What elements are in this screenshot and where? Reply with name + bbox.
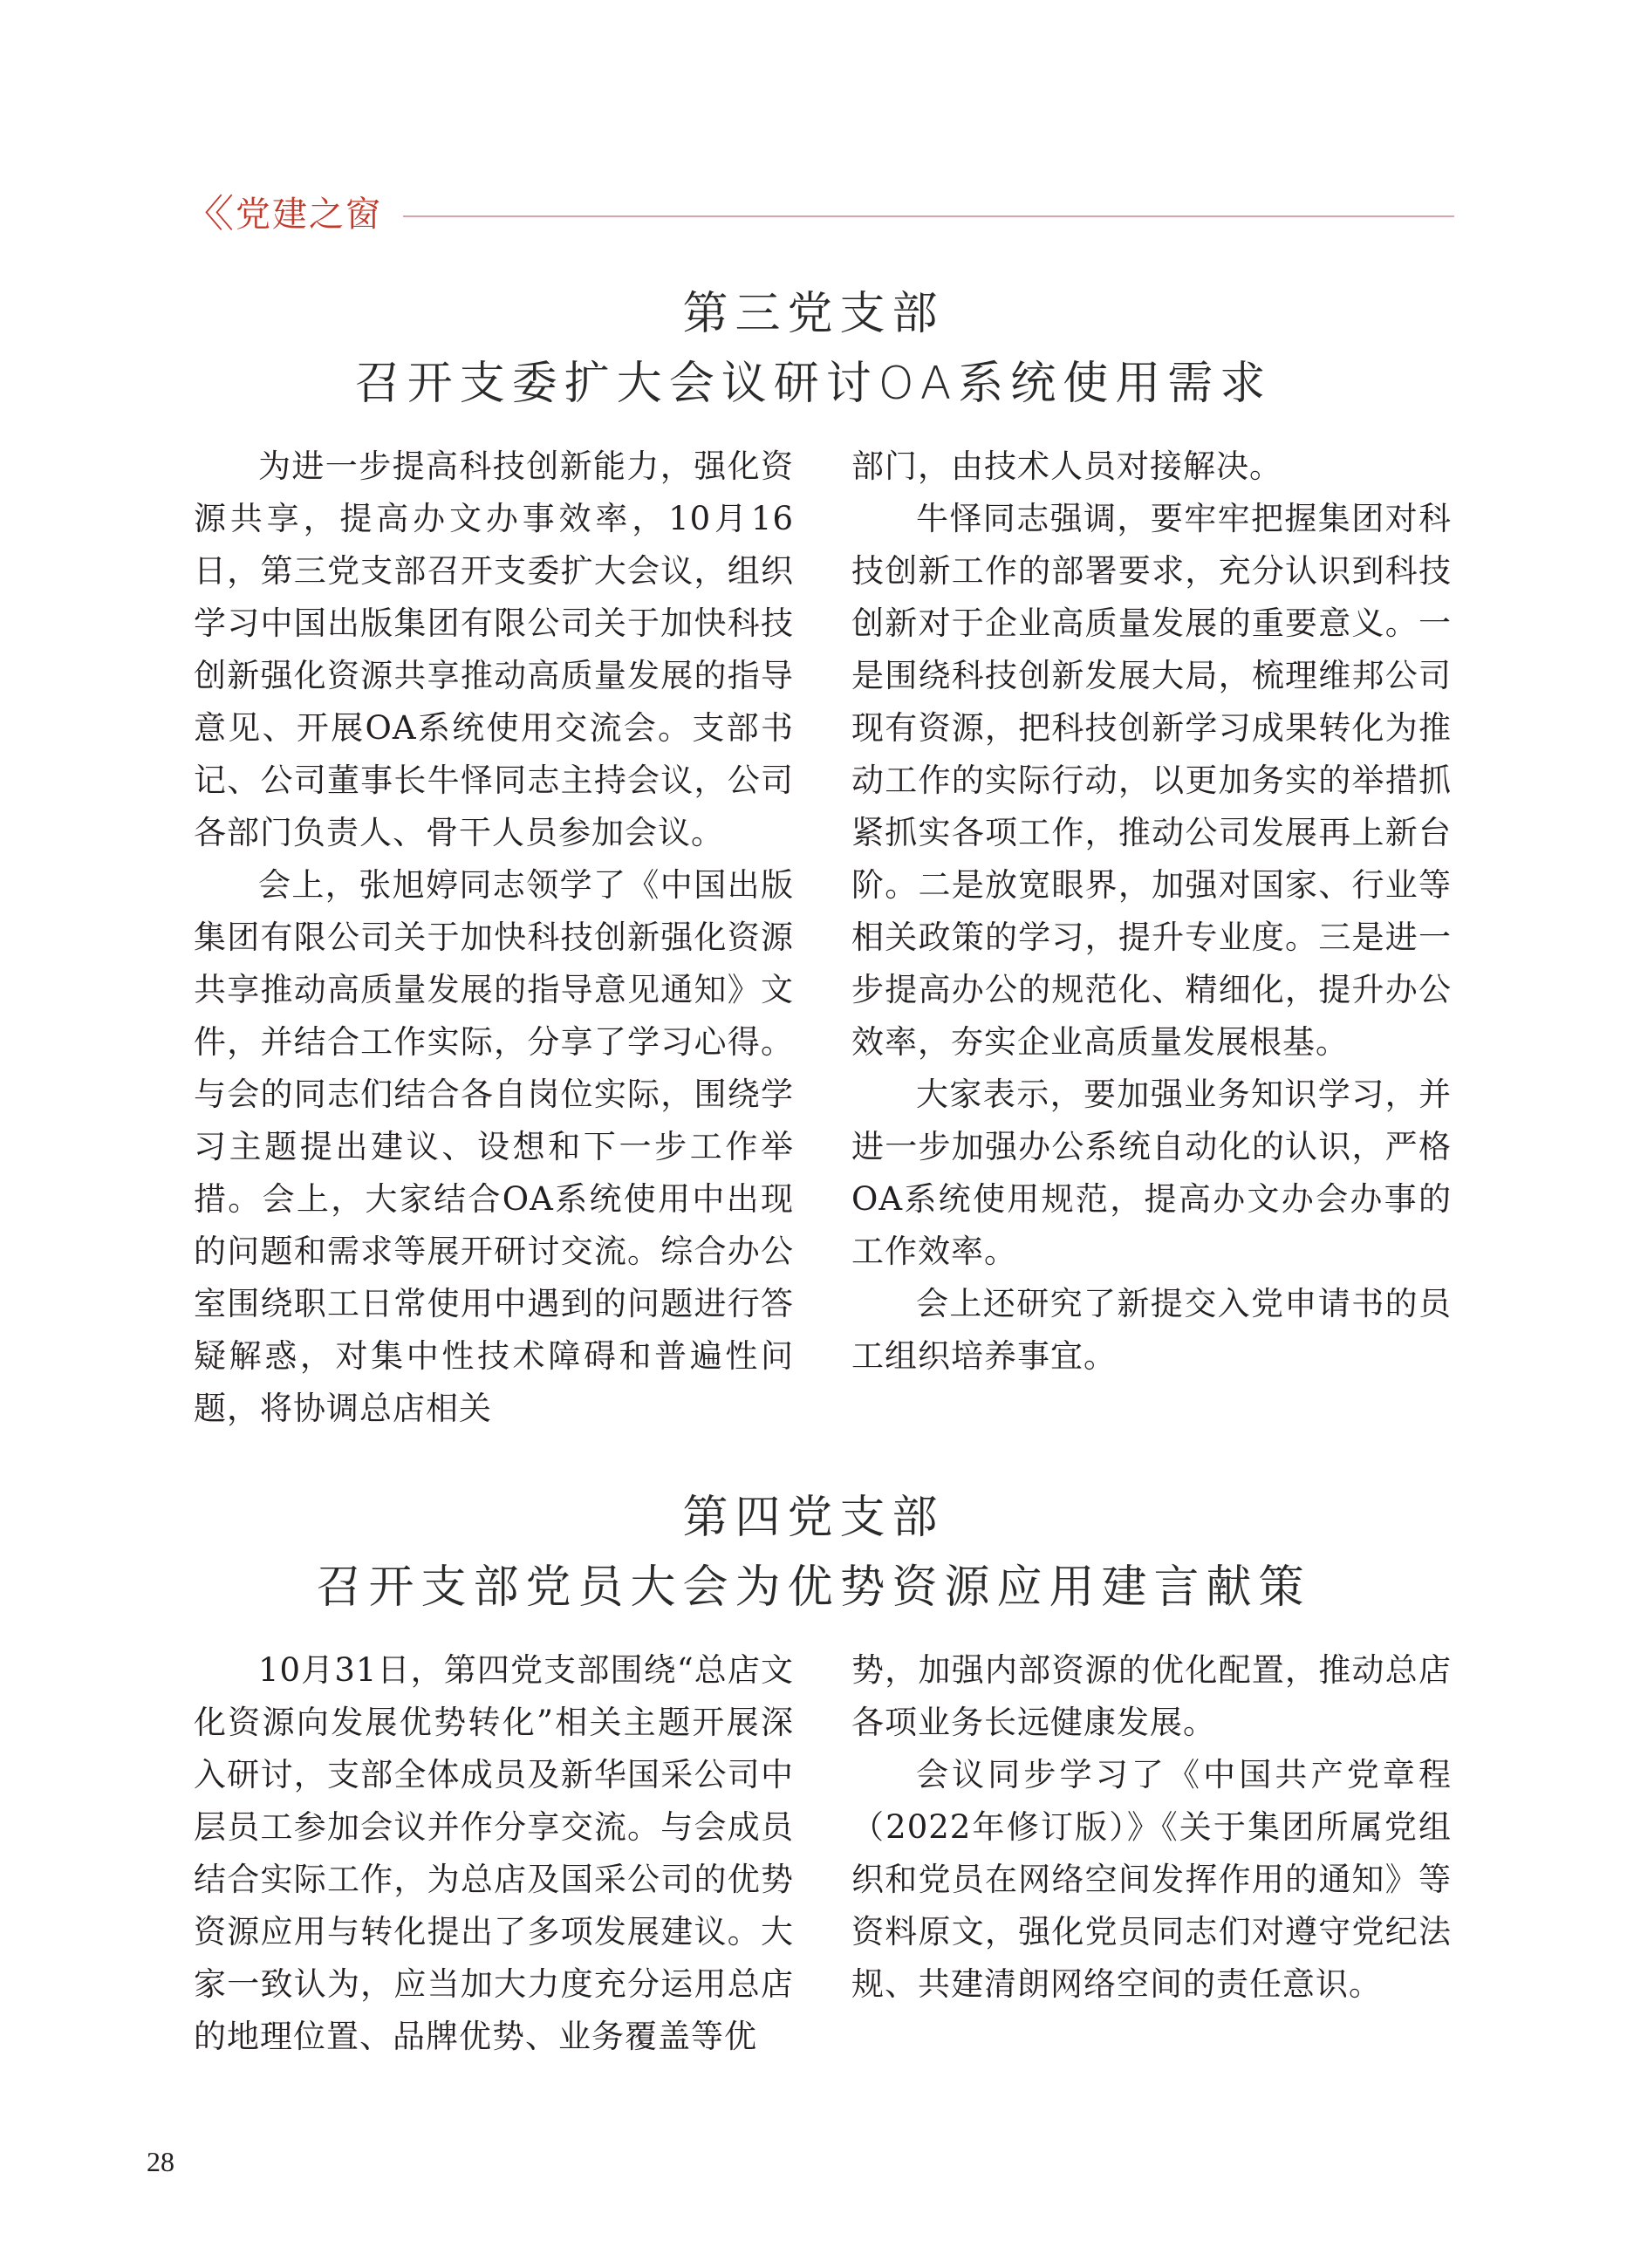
article2-title-line1: 第四党支部 (682, 1492, 945, 1544)
paragraph: 为进一步提高科技创新能力，强化资源共享，提高办文办事效率，10月16日，第三党支部召开支委扩大会议，组织学习中国出版集团有限公司关于加快科技创新强化资源共享推动高质量发展的指导意见、开展OA系统使用交流会。支部书记、公司董事长牛怿同志主持会议，公司各部门负责人、骨干人员参加会议。 (194, 447, 794, 851)
page-number: 28 (147, 2146, 174, 2177)
paragraph: 会上，张旭婷同志领学了《中国出版集团有限公司关于加快科技创新强化资源共享推动高质量发展的指导意见通知》文件，并结合工作实际，分享了学习心得。与会的同志们结合各自岗位实际，围绕学习主题提出建议、设想和下一步工作举措。会上，大家结合OA系统使用中出现的问题和需求等展开研讨交流。综合办公室围绕职工日常使用中遇到的问题进行答疑解惑，对集中性技术障碍和普遍性问题，将协调总店相关 (194, 866, 794, 1427)
article2-right-column (851, 1644, 1452, 2011)
section-label: 党建之窗 (236, 195, 382, 235)
paragraph: 大家表示，要加强业务知识学习，并进一步加强办公系统自动化的认识，严格OA系统使用规范，提高办文办会办事的工作效率。 (851, 1076, 1452, 1270)
article1-right-column (851, 441, 1452, 1383)
double-chevron-left-icon: 〈〈 (185, 192, 225, 236)
paragraph: 牛怿同志强调，要牢牢把握集团对科技创新工作的部署要求，充分认识到科技创新对于企业高质量发展的重要意义。一是围绕科技创新发展大局，梳理维邦公司现有资源，把科技创新学习成果转化为推动工作的实际行动，以更加务实的举措抓紧抓实各项工作，推动公司发展再上新台阶。二是放宽眼界，加强对国家、行业等相关政策的学习，提升专业度。三是进一步提高办公的规范化、精细化，提升办公效率，夯实企业高质量发展根基。 (851, 500, 1452, 1061)
article1-title-line1: 第三党支部 (682, 288, 945, 340)
article1-title-line2: 召开支委扩大会议研讨OA系统使用需求 (354, 358, 1273, 410)
article2-title-line2: 召开支部党员大会为优势资源应用建言献策 (316, 1561, 1311, 1614)
paragraph: 会议同步学习了《中国共产党章程（2022年修订版）》《关于集团所属党组织和党员在网络空间发挥作用的通知》等资料原文，强化党员同志们对遵守党纪法规、共建清朗网络空间的责任意识。 (851, 1756, 1452, 2003)
article1-left-column (194, 441, 794, 1435)
header-rule (403, 215, 1454, 217)
paragraph-continuation: 部门，由技术人员对接解决。 (851, 447, 1282, 485)
section-header (185, 190, 1454, 243)
paragraph: 10月31日，第四党支部围绕“总店文化资源向发展优势转化”相关主题开展深入研讨，支部全体成员及新华国采公司中层员工参加会议并作分享交流。与会成员结合实际工作，为总店及国采公司的优势资源应用与转化提出了多项发展建议。大家一致认为，应当加大力度充分运用总店的地理位置、品牌优势、业务覆盖等优 (194, 1651, 794, 2055)
paragraph-continuation: 势，加强内部资源的优化配置，推动总店各项业务长远健康发展。 (851, 1651, 1452, 1741)
article2-left-column (194, 1644, 794, 2063)
paragraph: 会上还研究了新提交入党申请书的员工组织培养事宜。 (851, 1285, 1452, 1375)
